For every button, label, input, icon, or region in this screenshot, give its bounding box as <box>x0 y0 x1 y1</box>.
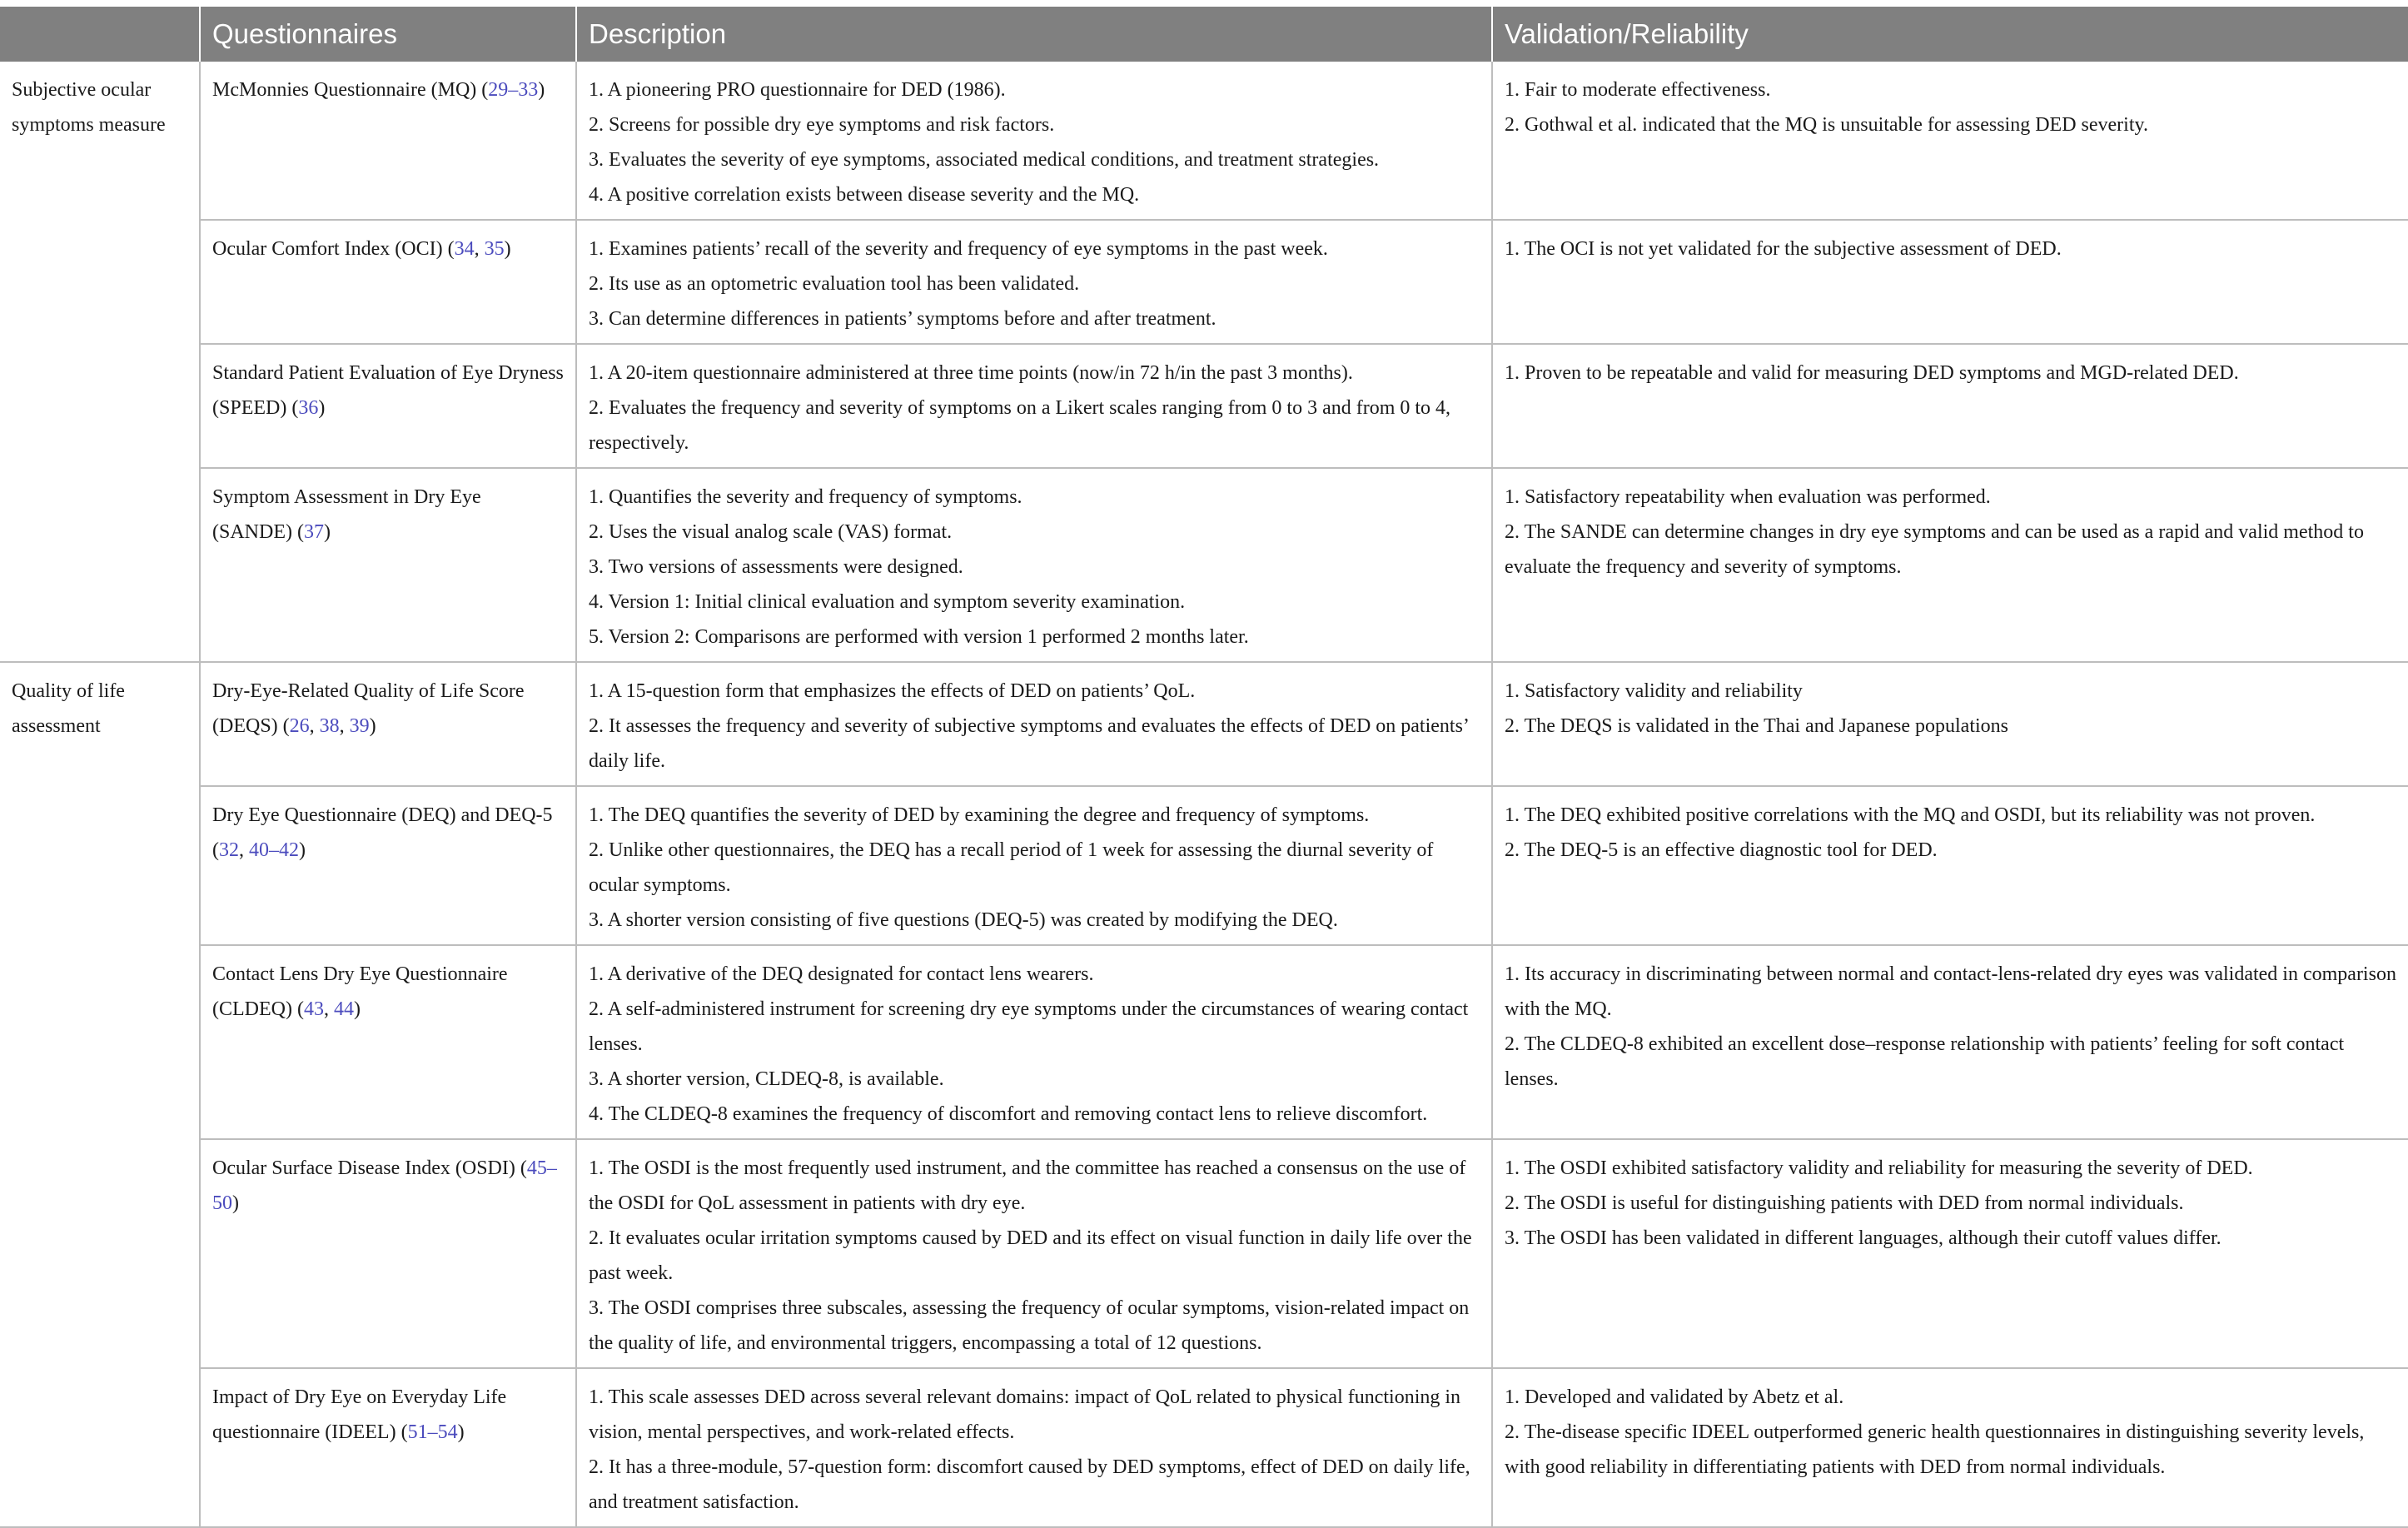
questionnaire-name: Dry Eye Questionnaire (DEQ) and DEQ-5 ( <box>212 804 553 861</box>
description-cell <box>576 344 1492 468</box>
validation-line: 1. Satisfactory validity and reliability <box>1505 680 1803 702</box>
description-line: 2. A self-administered instrument for screening dry eye symptoms under the circumstances of wearing contact lenses. <box>589 998 1469 1055</box>
validation-line: 2. The DEQS is validated in the Thai and Japanese populations <box>1505 715 2008 737</box>
description-cell <box>576 1139 1492 1368</box>
validation-cell <box>1492 945 2408 1139</box>
validation-line: 1. Its accuracy in discriminating between normal and contact-lens-related dry eyes was validated in comparison with the MQ. <box>1505 963 2396 1020</box>
validation-cell <box>1492 1368 2408 1527</box>
questionnaire-cell <box>200 945 576 1139</box>
questionnaire-cell <box>200 1368 576 1527</box>
validation-line: 1. Developed and validated by Abetz et al. <box>1505 1386 1844 1408</box>
table-row <box>0 220 2408 344</box>
table-row <box>0 62 2408 220</box>
ref-close: ) <box>457 1421 465 1443</box>
description-line: 1. A derivative of the DEQ designated for contact lens wearers. <box>589 963 1094 985</box>
ref-close: ) <box>538 79 545 101</box>
table-row <box>0 662 2408 786</box>
header-row <box>0 7 2408 62</box>
description-line: 1. Examines patients’ recall of the severity and frequency of eye symptoms in the past week. <box>589 238 1328 260</box>
validation-line: 2. The-disease specific IDEEL outperformed generic health questionnaires in distinguishing severity levels, with good reliability in differentiating patients with DED from normal individuals. <box>1505 1421 2365 1478</box>
description-line: 5. Version 2: Comparisons are performed with version 1 performed 2 months later. <box>589 626 1249 648</box>
ref-separator: , <box>323 998 334 1020</box>
description-line: 2. It has a three-module, 57-question form: discomfort caused by DED symptoms, effect of DED on daily life, and treatment satisfaction. <box>589 1456 1470 1513</box>
description-cell <box>576 945 1492 1139</box>
ref-close: ) <box>299 839 306 861</box>
ref-close: ) <box>353 998 361 1020</box>
reference-link[interactable]: 35 <box>484 238 505 260</box>
table-row <box>0 344 2408 468</box>
validation-cell <box>1492 62 2408 220</box>
description-line: 1. A 20-item questionnaire administered at three time points (now/in 72 h/in the past 3 months). <box>589 362 1353 384</box>
description-line: 3. Evaluates the severity of eye symptoms, associated medical conditions, and treatment strategies. <box>589 149 1380 171</box>
reference-link[interactable]: 51–54 <box>407 1421 458 1443</box>
table-body <box>0 62 2408 1527</box>
reference-link[interactable]: 36 <box>298 397 319 419</box>
questionnaire-name: McMonnies Questionnaire (MQ) ( <box>212 79 489 101</box>
description-line: 1. A pioneering PRO questionnaire for DED (1986). <box>589 79 1006 101</box>
header-questionnaires: Questionnaires <box>200 7 576 62</box>
questionnaire-name: Ocular Surface Disease Index (OSDI) ( <box>212 1157 527 1179</box>
ref-close: ) <box>504 238 511 260</box>
table-row <box>0 786 2408 945</box>
description-cell <box>576 62 1492 220</box>
validation-line: 2. The DEQ-5 is an effective diagnostic tool for DED. <box>1505 839 1938 861</box>
header-description: Description <box>576 7 1492 62</box>
reference-link[interactable]: 44 <box>333 998 354 1020</box>
questionnaire-cell <box>200 468 576 662</box>
category-cell: Quality of life assessment <box>0 662 200 1527</box>
reference-link[interactable]: 38 <box>319 715 340 737</box>
questionnaire-name: Impact of Dry Eye on Everyday Life questionnaire (IDEEL) ( <box>212 1386 507 1443</box>
description-cell <box>576 786 1492 945</box>
validation-line: 1. The OCI is not yet validated for the subjective assessment of DED. <box>1505 238 2062 260</box>
validation-cell <box>1492 344 2408 468</box>
questionnaire-cell <box>200 344 576 468</box>
description-cell <box>576 662 1492 786</box>
validation-cell <box>1492 662 2408 786</box>
description-line: 2. It evaluates ocular irritation symptoms caused by DED and its effect on visual function in daily life over the past week. <box>589 1227 1472 1284</box>
questionnaire-name: Symptom Assessment in Dry Eye (SANDE) ( <box>212 486 481 543</box>
description-line: 4. A positive correlation exists between disease severity and the MQ. <box>589 184 1140 206</box>
validation-line: 1. Proven to be repeatable and valid for measuring DED symptoms and MGD-related DED. <box>1505 362 2239 384</box>
validation-line: 2. The SANDE can determine changes in dry eye symptoms and can be used as a rapid and valid method to evaluate the frequency and severity of symptoms. <box>1505 521 2364 578</box>
description-line: 2. Its use as an optometric evaluation tool has been validated. <box>589 273 1080 295</box>
reference-link[interactable]: 37 <box>303 521 324 543</box>
questionnaire-cell <box>200 662 576 786</box>
description-cell <box>576 468 1492 662</box>
header-validation: Validation/Reliability <box>1492 7 2408 62</box>
description-line: 2. Evaluates the frequency and severity of symptoms on a Likert scales ranging from 0 to 3 and from 0 to 4, respectively. <box>589 397 1451 454</box>
ref-close: ) <box>323 521 331 543</box>
description-line: 3. The OSDI comprises three subscales, assessing the frequency of ocular symptoms, vision-related impact on the quality of life, and environmental triggers, encompassing a total of 12 questions. <box>589 1297 1470 1354</box>
validation-line: 1. The DEQ exhibited positive correlations with the MQ and OSDI, but its reliability was not proven. <box>1505 804 2316 826</box>
ref-close: ) <box>232 1192 239 1214</box>
description-line: 4. Version 1: Initial clinical evaluation and symptom severity examination. <box>589 591 1186 613</box>
questionnaire-name: Ocular Comfort Index (OCI) ( <box>212 238 455 260</box>
validation-cell <box>1492 468 2408 662</box>
table-row <box>0 468 2408 662</box>
description-line: 3. A shorter version consisting of five questions (DEQ-5) was created by modifying the DEQ. <box>589 909 1338 931</box>
description-line: 2. Unlike other questionnaires, the DEQ has a recall period of 1 week for assessing the diurnal severity of ocular symptoms. <box>589 839 1434 896</box>
description-line: 1. Quantifies the severity and frequency of symptoms. <box>589 486 1022 508</box>
reference-link[interactable]: 40–42 <box>249 839 299 861</box>
reference-link[interactable]: 39 <box>349 715 370 737</box>
ref-separator: , <box>339 715 350 737</box>
description-line: 1. This scale assesses DED across several relevant domains: impact of QoL related to physical functioning in vision, mental perspectives, and work-related effects. <box>589 1386 1461 1443</box>
description-line: 1. The DEQ quantifies the severity of DED by examining the degree and frequency of symptoms. <box>589 804 1370 826</box>
ref-separator: , <box>474 238 485 260</box>
header-category <box>0 7 200 62</box>
questionnaire-cell <box>200 220 576 344</box>
description-line: 2. It assesses the frequency and severity of subjective symptoms and evaluates the effects of DED on patients’ daily life. <box>589 715 1469 772</box>
reference-link[interactable]: 45–50 <box>212 1157 557 1214</box>
ref-separator: , <box>309 715 320 737</box>
ref-close: ) <box>369 715 376 737</box>
validation-cell <box>1492 1139 2408 1368</box>
questionnaire-name: Contact Lens Dry Eye Questionnaire (CLDEQ) ( <box>212 963 508 1020</box>
questionnaire-name: Standard Patient Evaluation of Eye Dryness (SPEED) ( <box>212 362 564 419</box>
validation-line: 1. The OSDI exhibited satisfactory validity and reliability for measuring the severity of DED. <box>1505 1157 2253 1179</box>
description-line: 3. Two versions of assessments were designed. <box>589 556 963 578</box>
table-row <box>0 1139 2408 1368</box>
validation-line: 1. Fair to moderate effectiveness. <box>1505 79 1771 101</box>
questionnaire-cell <box>200 62 576 220</box>
description-line: 3. A shorter version, CLDEQ-8, is available. <box>589 1068 944 1090</box>
table-row <box>0 945 2408 1139</box>
reference-link[interactable]: 29–33 <box>488 79 539 101</box>
questionnaire-cell <box>200 786 576 945</box>
description-line: 4. The CLDEQ-8 examines the frequency of discomfort and removing contact lens to relieve discomfort. <box>589 1103 1428 1125</box>
validation-line: 2. The CLDEQ-8 exhibited an excellent dose–response relationship with patients’ feeling for soft contact lenses. <box>1505 1033 2345 1090</box>
description-line: 1. The OSDI is the most frequently used instrument, and the committee has reached a consensus on the use of the OSDI for QoL assessment in patients with dry eye. <box>589 1157 1466 1214</box>
description-line: 1. A 15-question form that emphasizes the effects of DED on patients’ QoL. <box>589 680 1196 702</box>
reference-link[interactable]: 26 <box>289 715 310 737</box>
table-row <box>0 1368 2408 1527</box>
validation-line: 3. The OSDI has been validated in different languages, although their cutoff values differ. <box>1505 1227 2221 1249</box>
validation-cell <box>1492 786 2408 945</box>
validation-line: 1. Satisfactory repeatability when evaluation was performed. <box>1505 486 1991 508</box>
questionnaire-cell <box>200 1139 576 1368</box>
reference-link[interactable]: 32 <box>219 839 239 861</box>
description-line: 3. Can determine differences in patients’ symptoms before and after treatment. <box>589 308 1216 330</box>
validation-line: 2. Gothwal et al. indicated that the MQ is unsuitable for assessing DED severity. <box>1505 114 2148 136</box>
description-cell <box>576 220 1492 344</box>
description-cell <box>576 1368 1492 1527</box>
ref-separator: , <box>239 839 249 861</box>
reference-link[interactable]: 34 <box>454 238 475 260</box>
questionnaire-table <box>0 7 2408 1528</box>
description-line: 2. Uses the visual analog scale (VAS) format. <box>589 521 953 543</box>
questionnaire-name: Dry-Eye-Related Quality of Life Score (DEQS) ( <box>212 680 525 737</box>
validation-cell <box>1492 220 2408 344</box>
reference-link[interactable]: 43 <box>303 998 324 1020</box>
ref-close: ) <box>318 397 326 419</box>
category-cell: Subjective ocular symptoms measure <box>0 62 200 662</box>
validation-line: 2. The OSDI is useful for distinguishing patients with DED from normal individuals. <box>1505 1192 2184 1214</box>
description-line: 2. Screens for possible dry eye symptoms and risk factors. <box>589 114 1055 136</box>
